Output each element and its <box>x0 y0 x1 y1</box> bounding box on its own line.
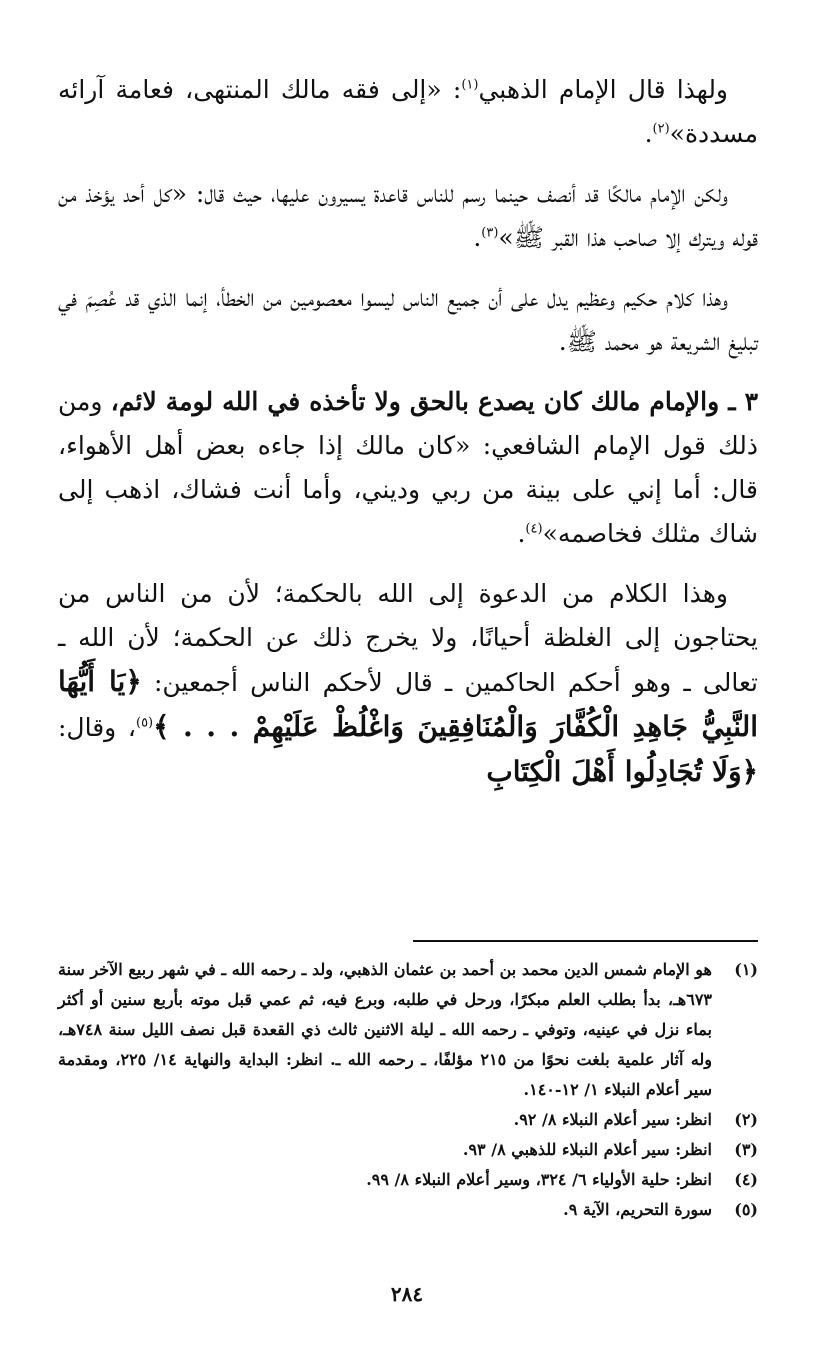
footnote-divider <box>413 940 758 942</box>
footnote-text: انظر: حلية الأولياء ٦/ ٣٢٤، وسير أعلام النبلاء ٨/ ٩٩. <box>366 1170 712 1189</box>
paragraph-text: ولكن الإمام مالكًا قد أنصف حينما رسم للناس قاعدة يسيرون عليها، حيث قال: «كل أحد يؤخذ من قوله ويترك إلا صاحب هذا القبر ﷺ» <box>58 179 758 252</box>
numbered-point-heading: ٣ ـ والإمام مالك كان يصدع بالحق ولا تأخذه في الله لومة لائم، <box>110 387 758 416</box>
quran-verse: ﴿يَا أَيُّهَا النَّبِيُّ جَاهِدِ الْكُفَّارَ وَالْمُنَافِقِينَ وَاغْلُظْ عَلَيْهِمْ . . . ﴾ <box>58 665 758 743</box>
paragraph-5 <box>58 572 758 795</box>
footnote-ref[interactable]: (٣) <box>481 225 499 241</box>
footnote-ref[interactable]: (١) <box>461 77 479 93</box>
footnote-ref[interactable]: (٤) <box>525 521 543 537</box>
paragraph-1 <box>58 68 758 156</box>
paragraph-3 <box>58 276 758 364</box>
footnote-ref[interactable]: (٥) <box>135 715 154 731</box>
paragraph-text: ومن ذلك قول الإمام الشافعي: «كان مالك إذا جاءه بعض أهل الأهواء، قال: أما إني على بينة من ربي وديني، وأما أنت فشاك، اذهب إلى شاك مثلك فخاصمه» <box>58 387 758 548</box>
footnote-number: (١) <box>734 960 758 979</box>
paragraph-end: . <box>473 223 482 252</box>
main-text <box>58 68 758 811</box>
footnote <box>58 1195 758 1225</box>
footnote-text: سورة التحريم، الآية ٩. <box>563 1200 712 1219</box>
paragraph-end: . <box>517 519 526 548</box>
footnote-ref[interactable]: (٢) <box>652 121 670 137</box>
footnote-text: هو الإمام شمس الدين محمد بن أحمد بن عثمان الذهبي، ولد ـ رحمه الله ـ في شهر ربيع الآخر سنة ٦٧٣هـ، بدأ بطلب العلم مبكرًا، ورحل في طلبه، وبرع فيه، ثم عمي قبل موته بأربع سنين أو أكثر بماء نزل في عينيه، وتوفي ـ رحمه الله ـ ليلة الاثنين ثالث ذي القعدة قبل نصف الليل سنة ٧٤٨هـ، وله آثار علمية بلغت نحوًا من ٢١٥ مؤلفًا، ـ رحمه الله ـ. انظر: البداية والنهاية ١٤/ ٢٢٥، ومقدمة سير أعلام النبلاء ١/ ١٢-١٤٠. <box>58 960 713 1099</box>
footnote-text: انظر: سير أعلام النبلاء ٨/ ٩٢. <box>513 1110 712 1129</box>
footnote-number: (٤) <box>734 1170 758 1189</box>
paragraph-text: : «إلى فقه مالك المنتهى، فعامة آرائه مسددة» <box>58 75 758 148</box>
page-number: ٢٨٤ <box>390 1282 424 1306</box>
paragraph-text: وهذا كلام حكيم وعظيم يدل على أن جميع الناس ليسوا معصومين من الخطأ، إنما الذي قد عُصِمَ في تبليغ الشريعة هو محمد ﷺ. <box>58 283 758 356</box>
paragraph-text: وهذا الكلام من الدعوة إلى الله بالحكمة؛ لأن من الناس من يحتاجون إلى الغلظة أحيانًا، ولا يخرج ذلك عن الحكمة؛ لأن الله ـ تعالى ـ وهو أحكم الحاكمين ـ قال لأحكم الناس أجمعين: <box>58 579 758 697</box>
footnote-number: (٣) <box>734 1140 758 1159</box>
paragraph-2 <box>58 172 758 260</box>
footnote-number: (٥) <box>734 1200 758 1219</box>
paragraph-end: . <box>644 119 653 148</box>
footnote <box>58 1165 758 1195</box>
quran-verse: ﴿وَلَا تُجَادِلُوا أَهْلَ الْكِتَابِ <box>486 755 758 788</box>
footnote-text: انظر: سير أعلام النبلاء للذهبي ٨/ ٩٣. <box>462 1140 712 1159</box>
paragraph-4 <box>58 380 758 556</box>
footnote <box>58 1105 758 1135</box>
paragraph-text: ولهذا قال الإمام الذهبي <box>478 75 729 104</box>
footnote <box>58 955 758 1105</box>
paragraph-text: ، وقال: <box>58 713 136 742</box>
footnotes <box>58 955 758 1225</box>
footnote <box>58 1135 758 1165</box>
footnote-number: (٢) <box>734 1110 758 1129</box>
